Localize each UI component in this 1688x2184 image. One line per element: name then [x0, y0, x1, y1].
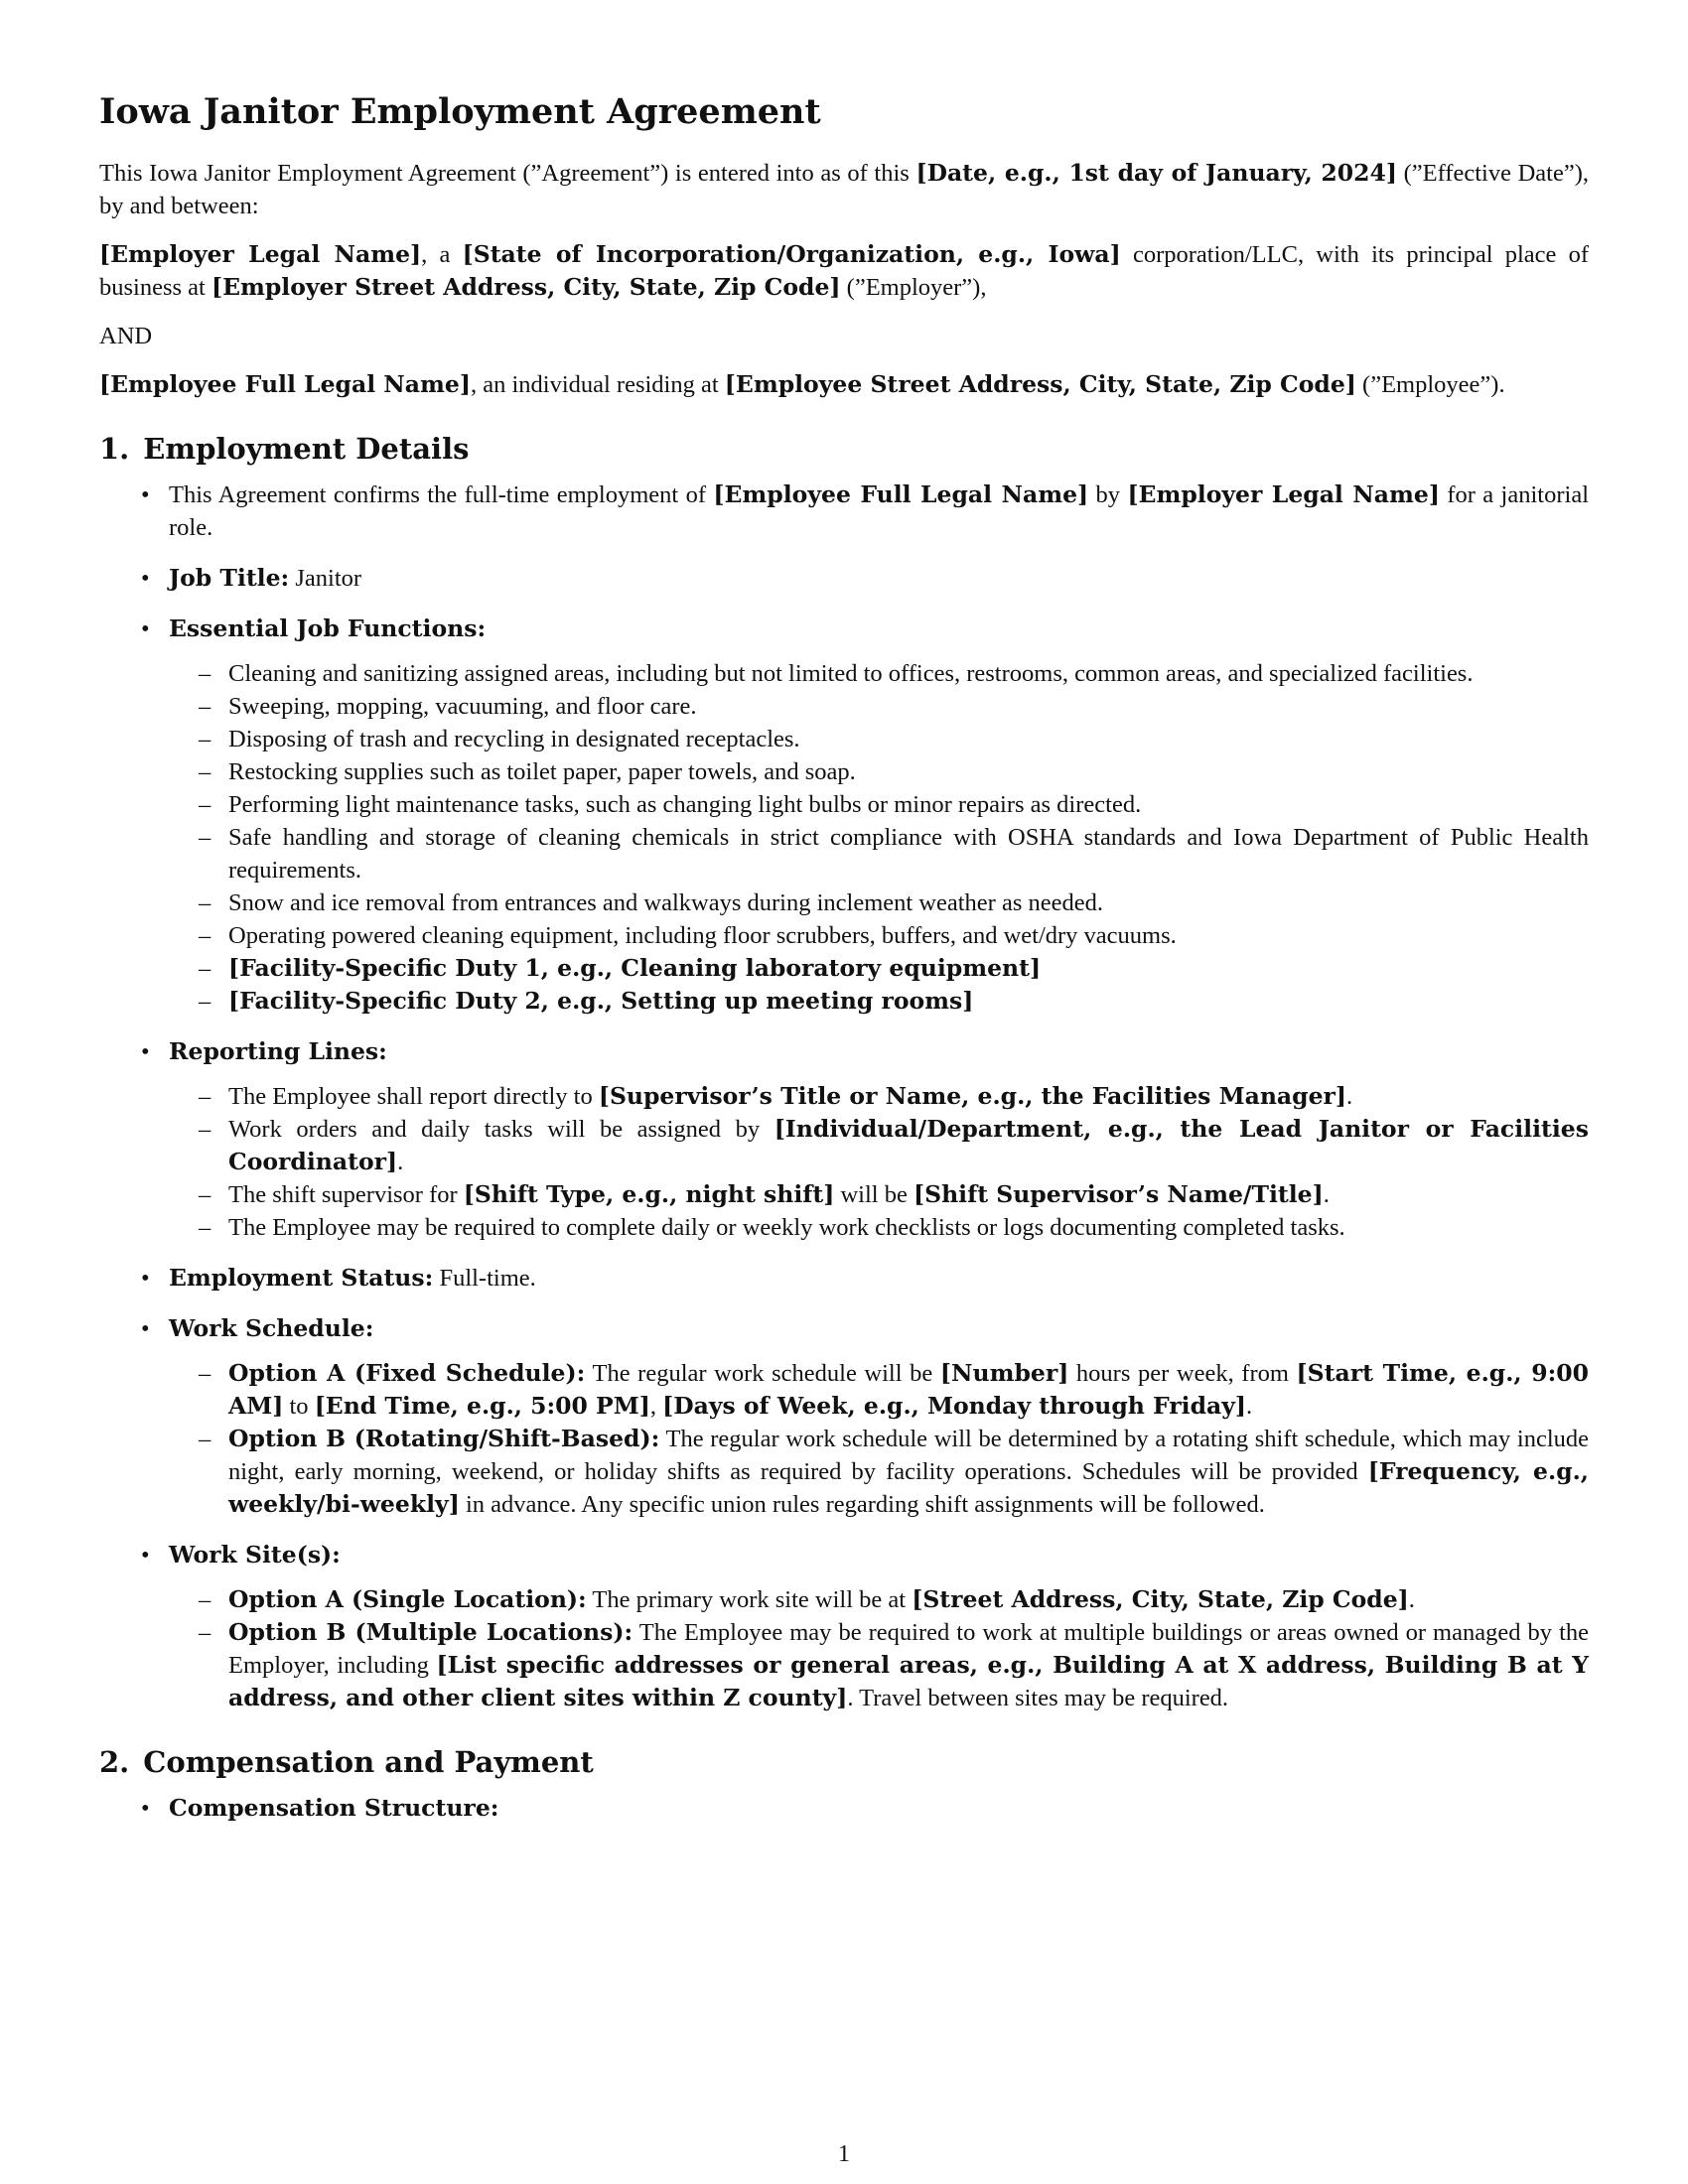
list-item: – Work orders and daily tasks will be assigned by [Individual/Department, e.g., the Lead Janitor or Facilities Coordinator].: [228, 1113, 1589, 1178]
placeholder-employer-name: [Employer Legal Name]: [99, 240, 422, 268]
placeholder-date: [Date, e.g., 1st day of January, 2024]: [915, 159, 1397, 187]
list-item: – [Facility-Specific Duty 2, e.g., Setting up meeting rooms]: [228, 985, 1589, 1018]
list-item-job-functions: • Essential Job Functions: – Cleaning and sanitizing assigned areas, including but not limited to offices, restrooms, common areas, and specialized facilities. – Sweeping, mopping, vacuuming, and floor care. – Disposing of trash and recycling in designated receptacles. – Restocking supplies such as toilet paper, paper towels, and soap. – Performing light maintenance tasks, such as changing light bulbs or minor repairs as directed. – Safe handling and storage of cleaning chemicals in strict compliance with OSHA standards and Iowa Department of Public Health requirements. – Snow and ice removal from entrances and walkways during inclement weather as needed. – Operating powered cleaning equipment, including floor scrubbers, buffers, and wet/dry vacuums. – [Facility-Specific Duty 1, e.g., Cleaning laboratory equipment] – [Facility-Specific Duty 2, e.g., Setting up meeting rooms]: [169, 613, 1589, 1018]
list-item: – Safe handling and storage of cleaning chemicals in strict compliance with OSHA standards and Iowa Department of Public Health requirements.: [228, 821, 1589, 887]
section-1-heading: 1. Employment Details: [99, 432, 470, 466]
list-item: – Sweeping, mopping, vacuuming, and floor care.: [228, 690, 1589, 723]
section-2-heading: 2. Compensation and Payment: [99, 1745, 594, 1779]
list-item-compensation-structure: • Compensation Structure:: [169, 1792, 1589, 1825]
list-item: – Option A (Single Location): The primary work site will be at [Street Address, City, State, Zip Code].: [228, 1583, 1589, 1616]
list-item-job-title: • Job Title: Janitor: [169, 562, 1589, 595]
placeholder-employer-address: [Employer Street Address, City, State, Zip Code]: [211, 273, 841, 301]
list-item-work-schedule: • Work Schedule: – Option A (Fixed Schedule): The regular work schedule will be [Number] hours per week, from [Start Time, e.g., 9:00 AM] to [End Time, e.g., 5:00 PM], [Days of Week, e.g., Monday through Friday]. – Option B (Rotating/Shift-Based): The regular work schedule will be determined by a rotating shift schedule, which may include night, early morning, weekend, or holiday shifts as required by facility operations. Schedules will be provided [Frequency, e.g., weekly/bi-weekly] in advance. Any specific union rules regarding shift assignments will be followed.: [169, 1312, 1589, 1521]
page-number: 1: [838, 2141, 850, 2167]
list-item-work-sites: • Work Site(s): – Option A (Single Location): The primary work site will be at [Street Address, City, State, Zip Code]. – Option B (Multiple Locations): The Employee may be required to work at multiple buildings or areas owned or managed by the Employer, including [List specific addresses or general areas, e.g., Building A at X address, Building B at Y address, and other client sites within Z county]. Travel between sites may be required.: [169, 1539, 1589, 1714]
list-item: – Performing light maintenance tasks, such as changing light bulbs or minor repairs as directed.: [228, 788, 1589, 821]
list-item: – Cleaning and sanitizing assigned areas, including but not limited to offices, restrooms, common areas, and specialized facilities.: [228, 657, 1589, 690]
list-item: – Option A (Fixed Schedule): The regular work schedule will be [Number] hours per week, from [Start Time, e.g., 9:00 AM] to [End Time, e.g., 5:00 PM], [Days of Week, e.g., Monday through Friday].: [228, 1357, 1589, 1423]
list-item: – The shift supervisor for [Shift Type, e.g., night shift] will be [Shift Supervisor’s Name/Title].: [228, 1178, 1589, 1211]
placeholder-employee-name: [Employee Full Legal Name]: [99, 370, 471, 398]
intro-paragraph-employee: [Employee Full Legal Name], an individual residing at [Employee Street Address, City, State, Zip Code] (”Employee”).: [99, 370, 1505, 398]
list-item-employment-status: • Employment Status: Full-time.: [169, 1262, 1589, 1295]
document-page: [99, 83, 1589, 1843]
section-2-list: [99, 1792, 1589, 1825]
document-title: Iowa Janitor Employment Agreement: [99, 91, 821, 132]
list-item: – Snow and ice removal from entrances and walkways during inclement weather as needed.: [228, 887, 1589, 919]
list-item-confirmation: • This Agreement confirms the full-time employment of [Employee Full Legal Name] by [Employer Legal Name] for a janitorial role.: [169, 478, 1589, 544]
intro-and: AND: [99, 323, 153, 349]
work-schedule-list: [169, 1357, 1589, 1521]
job-functions-list: [169, 657, 1589, 1018]
section-1-list: [99, 478, 1589, 1714]
list-item: – Option B (Multiple Locations): The Employee may be required to work at multiple buildings or areas owned or managed by the Employer, including [List specific addresses or general areas, e.g., Building A at X address, Building B at Y address, and other client sites within Z county]. Travel between sites may be required.: [228, 1616, 1589, 1714]
list-item: – Disposing of trash and recycling in designated receptacles.: [228, 723, 1589, 755]
work-sites-list: [169, 1583, 1589, 1714]
list-item: – The Employee may be required to complete daily or weekly work checklists or logs documenting completed tasks.: [228, 1211, 1589, 1244]
intro-paragraph-employer: [Employer Legal Name], a [State of Incorporation/Organization, e.g., Iowa] corporation/LLC, with its principal place of business at [Employer Street Address, City, State, Zip Code] (”Employer”),: [99, 240, 1590, 301]
placeholder-employee-address: [Employee Street Address, City, State, Zip Code]: [724, 370, 1356, 398]
list-item: – Option B (Rotating/Shift-Based): The regular work schedule will be determined by a rotating shift schedule, which may include night, early morning, weekend, or holiday shifts as required by facility operations. Schedules will be provided [Frequency, e.g., weekly/bi-weekly] in advance. Any specific union rules regarding shift assignments will be followed.: [228, 1423, 1589, 1521]
list-item-reporting-lines: • Reporting Lines: – The Employee shall report directly to [Supervisor’s Title or Name, e.g., the Facilities Manager]. – Work orders and daily tasks will be assigned by [Individual/Department, e.g., the Lead Janitor or Facilities Coordinator]. – The shift supervisor for [Shift Type, e.g., night shift] will be [Shift Supervisor’s Name/Title]. – The Employee may be required to complete daily or weekly work checklists or logs documenting completed tasks.: [169, 1035, 1589, 1244]
reporting-lines-list: [169, 1080, 1589, 1244]
list-item: – [Facility-Specific Duty 1, e.g., Cleaning laboratory equipment]: [228, 952, 1589, 985]
list-item: – Operating powered cleaning equipment, including floor scrubbers, buffers, and wet/dry vacuums.: [228, 919, 1589, 952]
placeholder-state: [State of Incorporation/Organization, e.g., Iowa]: [462, 240, 1121, 268]
intro-paragraph-1: This Iowa Janitor Employment Agreement (”Agreement”) is entered into as of this [Date, e.g., 1st day of January, 2024] (”Effective Date”), by and between:: [99, 159, 1589, 219]
list-item: – Restocking supplies such as toilet paper, paper towels, and soap.: [228, 755, 1589, 788]
list-item: – The Employee shall report directly to [Supervisor’s Title or Name, e.g., the Facilities Manager].: [228, 1080, 1589, 1113]
